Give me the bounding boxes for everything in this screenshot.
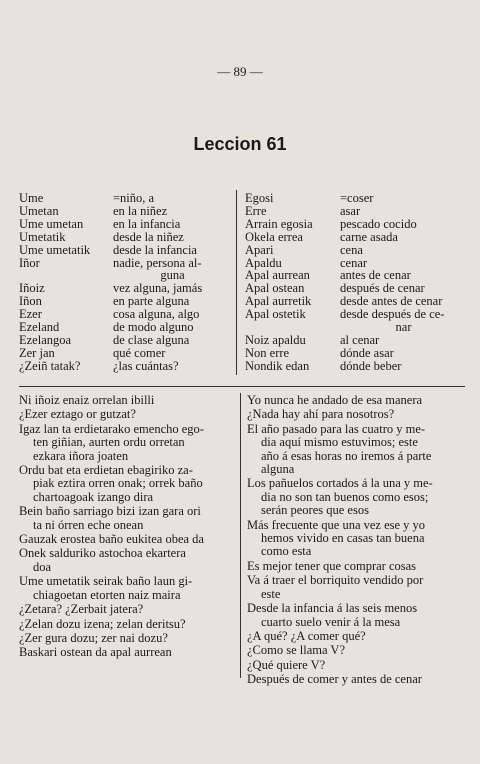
sentence-line: ezkara iñora joaten bbox=[33, 448, 129, 463]
sentence bbox=[19, 603, 233, 616]
vocab-meaning-text: desde después de ce- bbox=[340, 307, 445, 322]
vocab-row bbox=[245, 308, 467, 334]
vocab-meaning-text: =niño, a bbox=[113, 191, 155, 205]
sentence-line: cuarto suelo venir á la mesa bbox=[261, 614, 401, 629]
vocab-meaning-text: desde la niñez bbox=[113, 229, 184, 244]
vocab-term: Egosi bbox=[245, 191, 274, 205]
sentence-line: ten giñian, aurten ordu orretan bbox=[33, 435, 185, 450]
vocab-meaning-text: qué comer bbox=[113, 345, 166, 360]
vocab-meaning-text: asar bbox=[340, 203, 361, 218]
vocab-meaning-text: vez alguna, jamás bbox=[113, 281, 203, 296]
sentence-line: El año pasado para las cuatro y me- bbox=[247, 421, 426, 436]
sentence-line: hemos vivido en casas tan buena bbox=[261, 531, 425, 546]
vocab-meaning-text: en parte alguna bbox=[113, 294, 190, 309]
sentence bbox=[247, 659, 467, 672]
vocab-term: ¿Zeiñ tatak? bbox=[19, 358, 81, 373]
vocab-meaning-text: al cenar bbox=[340, 332, 380, 347]
section-divider bbox=[19, 386, 465, 387]
sentence-line: doa bbox=[33, 559, 52, 574]
sentence bbox=[19, 646, 233, 659]
sentence-line: este bbox=[261, 586, 281, 601]
vocab-term: Arrain egosia bbox=[245, 216, 313, 231]
vocab-term: Iñoiz bbox=[19, 281, 45, 296]
sentence-line: chartoagoak izango dira bbox=[33, 489, 154, 504]
sentence-line: ¿Ezer eztago or gutzat? bbox=[19, 407, 136, 422]
vocab-row bbox=[19, 257, 232, 283]
vocab-term: Apaldu bbox=[245, 255, 282, 270]
sentence bbox=[19, 575, 233, 602]
vocab-meaning-text: nadie, persona al- bbox=[113, 255, 202, 270]
sentence-line: Ume umetatik seirak baño laun gi- bbox=[19, 574, 193, 589]
vocab-term: Noiz apaldu bbox=[245, 332, 306, 347]
vocab-term: Non erre bbox=[245, 345, 290, 360]
sentence-line: Ordu bat eta erdietan ebagiriko za- bbox=[19, 463, 193, 478]
sentence-line: Igaz lan ta erdietarako emencho ego- bbox=[19, 421, 204, 436]
vocab-meaning-text: =coser bbox=[340, 191, 374, 205]
sentence bbox=[247, 574, 467, 601]
sentences-basque bbox=[19, 394, 233, 661]
vocab-term: Apal aurrean bbox=[245, 268, 310, 283]
sentence-line: piak eztira orren onak; orrek baño bbox=[33, 476, 203, 491]
vocab-meaning-text: después de cenar bbox=[340, 281, 425, 296]
sentence bbox=[19, 618, 233, 631]
vocab-term: Erre bbox=[245, 203, 267, 218]
vocab-term: Zer jan bbox=[19, 345, 55, 360]
vocab-term: Apari bbox=[245, 242, 274, 257]
sentence-line: Onek salduriko astochoa ekartera bbox=[19, 546, 186, 561]
vocab-meaning bbox=[113, 360, 232, 373]
sentence-line: Baskari ostean da apal aurrean bbox=[19, 645, 172, 660]
vocab-term: Umetatik bbox=[19, 229, 66, 244]
column-divider bbox=[236, 190, 237, 375]
sentence bbox=[247, 408, 467, 421]
sentence bbox=[247, 630, 467, 643]
sentence-line: Desde la infancia á las seis menos bbox=[247, 601, 418, 616]
vocab-meaning-text: dónde beber bbox=[340, 358, 402, 373]
sentence-line: dia aquí mismo estuvimos; este bbox=[261, 435, 418, 450]
sentence-line: Va á traer el borriquito vendido por bbox=[247, 573, 424, 588]
vocab-meaning-continuation: guna bbox=[160, 268, 185, 283]
vocab-meaning bbox=[113, 257, 232, 283]
sentence-line: ¿Zelan dozu izena; zelan deritsu? bbox=[19, 616, 186, 631]
sentence-line: ¿Nada hay ahí para nosotros? bbox=[247, 407, 395, 422]
vocab-term: Ume umetatik bbox=[19, 242, 91, 257]
sentence-line: ¿A qué? ¿A comer qué? bbox=[247, 628, 366, 643]
sentence-line: Bein baño sarriago bizi izan gara ori bbox=[19, 504, 201, 519]
sentence-line: Ni iñoiz enaiz orrelan ibilli bbox=[19, 393, 155, 407]
sentence bbox=[247, 519, 467, 559]
sentence-line: Más frecuente que una vez ese y yo bbox=[247, 517, 426, 532]
sentence bbox=[247, 673, 467, 686]
sentence bbox=[247, 644, 467, 657]
vocab-term: Okela errea bbox=[245, 229, 303, 244]
vocab-meaning-text: de modo alguno bbox=[113, 320, 194, 335]
sentence-line: ta ni órren eche onean bbox=[33, 517, 144, 532]
sentence-line: Gauzak erostea baño eukitea obea da bbox=[19, 532, 204, 547]
vocab-meaning-text: en la niñez bbox=[113, 203, 168, 218]
column-divider bbox=[240, 393, 241, 678]
vocab-meaning-text: cena bbox=[340, 242, 363, 257]
vocab-term: Apal ostetik bbox=[245, 307, 306, 322]
sentence bbox=[247, 602, 467, 629]
sentence-line: ¿Zetara? ¿Zerbait jatera? bbox=[19, 602, 144, 617]
lesson-title: Leccion 61 bbox=[193, 134, 287, 154]
vocab-term: Iñon bbox=[19, 294, 42, 309]
sentence-line: ¿Como se llama V? bbox=[247, 643, 346, 658]
sentence-line: Yo nunca he andado de esa manera bbox=[247, 393, 423, 407]
sentence-line: chiagoetan etorten naiz maira bbox=[33, 587, 181, 602]
vocab-term: Apal aurretik bbox=[245, 294, 312, 309]
sentence bbox=[247, 394, 467, 407]
vocab-meaning-text: cosa alguna, algo bbox=[113, 307, 200, 322]
vocab-meaning-text: pescado cocido bbox=[340, 216, 417, 231]
sentence-line: como esta bbox=[261, 544, 312, 559]
sentence bbox=[19, 408, 233, 421]
vocab-meaning-text: en la infancia bbox=[113, 216, 181, 231]
sentence bbox=[19, 533, 233, 546]
vocab-term: Apal ostean bbox=[245, 281, 305, 296]
sentence-line: Es mejor tener que comprar cosas bbox=[247, 558, 417, 573]
vocab-meaning-continuation: nar bbox=[395, 320, 412, 335]
sentence bbox=[19, 394, 233, 407]
sentence bbox=[19, 632, 233, 645]
vocab-meaning-text: de clase alguna bbox=[113, 332, 190, 347]
sentence-line: año á esas horas no iremos á parte bbox=[261, 448, 432, 463]
sentence bbox=[247, 560, 467, 573]
vocab-meaning-text: carne asada bbox=[340, 229, 398, 244]
vocab-meaning-text: desde antes de cenar bbox=[340, 294, 443, 309]
sentence bbox=[19, 547, 233, 574]
vocab-term: Ume umetan bbox=[19, 216, 84, 231]
vocab-meaning-text: desde la infancia bbox=[113, 242, 197, 257]
vocab-term: Ezer bbox=[19, 307, 42, 322]
vocab-meaning-text: antes de cenar bbox=[340, 268, 411, 283]
vocab-meaning bbox=[340, 360, 467, 373]
vocab-row bbox=[245, 360, 467, 373]
sentence-line: dia no son tan buenos como esos; bbox=[261, 489, 429, 504]
sentence bbox=[19, 464, 233, 504]
page-number: — 89 — bbox=[217, 64, 263, 79]
sentence bbox=[247, 477, 467, 517]
vocab-term: Ume bbox=[19, 191, 44, 205]
sentence-line: alguna bbox=[261, 462, 295, 477]
sentence bbox=[19, 505, 233, 532]
vocab-meaning-text: dónde asar bbox=[340, 345, 394, 360]
vocab-meaning-text: ¿las cuántas? bbox=[113, 358, 179, 373]
vocab-meaning-text: cenar bbox=[340, 255, 368, 270]
sentence bbox=[247, 423, 467, 477]
sentence-line: Después de comer y antes de cenar bbox=[247, 672, 422, 687]
vocab-list-basque-right bbox=[245, 192, 467, 373]
vocab-row bbox=[19, 360, 232, 373]
vocab-list-basque-left bbox=[19, 192, 232, 373]
sentence-line: ¿Qué quiere V? bbox=[247, 657, 326, 672]
sentence bbox=[19, 423, 233, 463]
vocab-term: Iñor bbox=[19, 255, 40, 270]
vocab-meaning bbox=[340, 308, 467, 334]
vocab-term: Ezelangoa bbox=[19, 332, 72, 347]
vocab-term: Ezeland bbox=[19, 320, 60, 335]
sentences-spanish bbox=[247, 394, 467, 688]
sentence-line: Los pañuelos cortados á la una y me- bbox=[247, 476, 433, 491]
vocab-term: Nondik edan bbox=[245, 358, 310, 373]
vocab-term: Umetan bbox=[19, 203, 59, 218]
sentence-line: ¿Zer gura dozu; zer nai dozu? bbox=[19, 630, 168, 645]
sentence-line: serán peores que esos bbox=[261, 503, 369, 518]
